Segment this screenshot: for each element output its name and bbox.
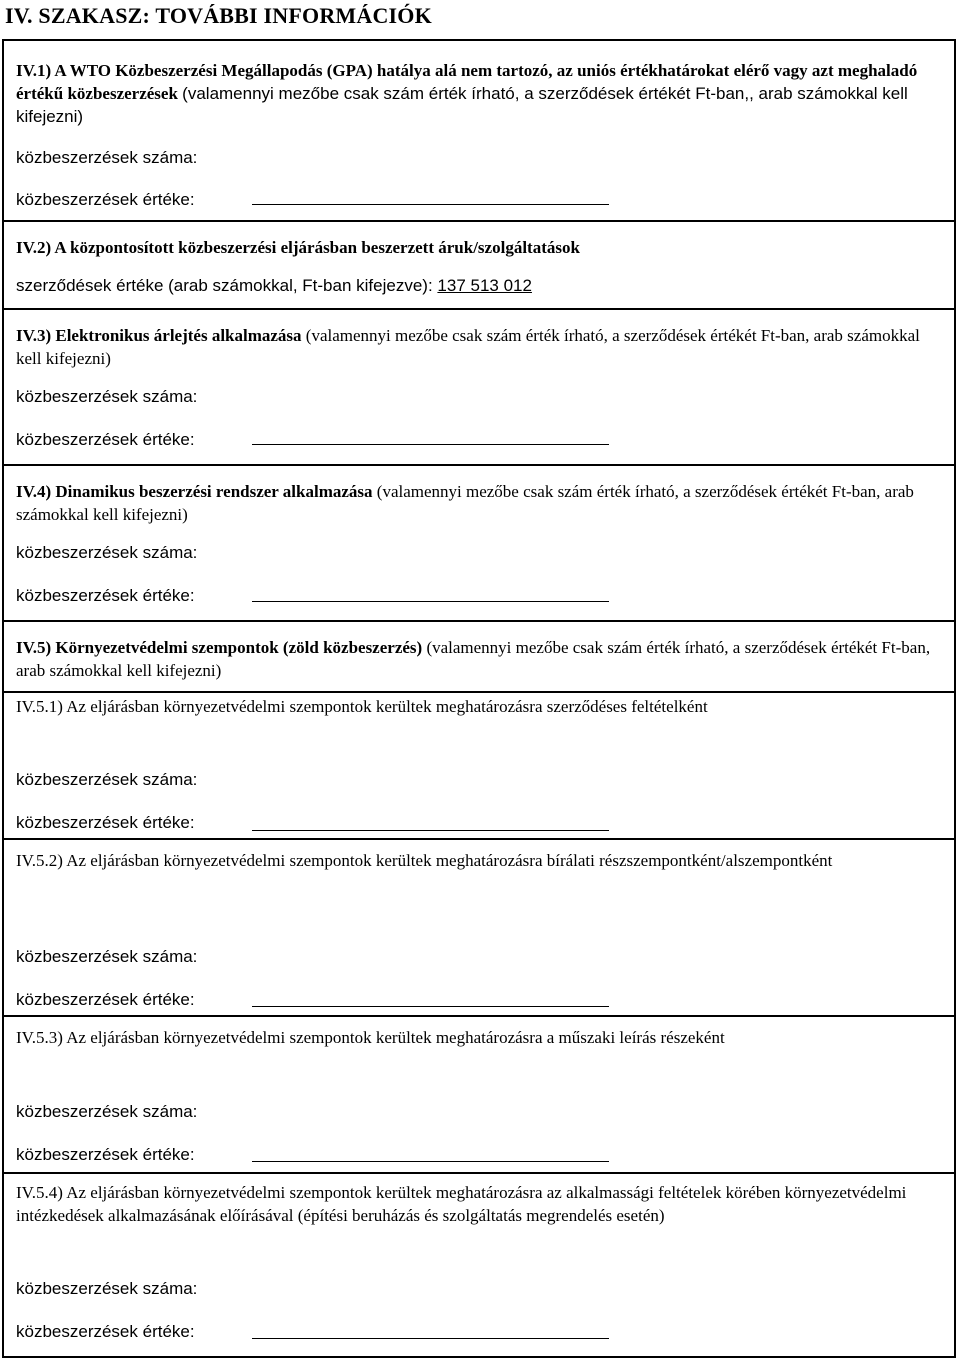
divider [2, 691, 956, 693]
value-label: közbeszerzések értéke: [16, 1322, 195, 1341]
contract-value: 137 513 012 [437, 276, 532, 295]
section-iv54-title: IV.5.4) Az eljárásban környezetvédelmi szempontok kerültek meghatározásra az alkalmassági feltételek körében környezetvédelmi intézkedések alkalmazásának előírásával (építési beruházás és szolgáltatás megrendelés esetén) [16, 1183, 907, 1225]
section-iv3-note: (valamennyi mezőbe csak szám érték írható, a szerződések értékét Ft-ban, arab számokkal kell kifejezni) [16, 326, 920, 368]
count-label: közbeszerzések száma: [16, 543, 198, 562]
section-iv5-heading [16, 636, 944, 682]
value-input-line[interactable] [252, 601, 609, 602]
value-label: közbeszerzések értéke: [16, 813, 195, 832]
value-label: közbeszerzések értéke: [16, 1145, 195, 1164]
value-label: közbeszerzések értéke: [16, 430, 195, 449]
section-iv3-heading [16, 324, 944, 370]
section-iv1-heading [16, 59, 944, 128]
count-label: közbeszerzések száma: [16, 1279, 198, 1298]
section-iv1-title: IV.1) A WTO Közbeszerzési Megállapodás (GPA) hatálya alá nem tartozó, az uniós értékhatárokat elérő vagy azt meghaladó értékű közbeszerzések [16, 61, 918, 103]
value-input-line[interactable] [252, 1161, 609, 1162]
section-title: IV. SZAKASZ: TOVÁBBI INFORMÁCIÓK [5, 3, 432, 28]
divider [2, 838, 956, 840]
value-input-line[interactable] [252, 204, 609, 205]
value-input-line[interactable] [252, 444, 609, 445]
section-iv4-heading [16, 480, 944, 526]
value-input-line[interactable] [252, 830, 609, 831]
contract-value-row [16, 275, 532, 297]
value-label: közbeszerzések értéke: [16, 586, 195, 605]
divider [2, 1172, 956, 1174]
section-iv51-title: IV.5.1) Az eljárásban környezetvédelmi szempontok kerültek meghatározásra szerződéses feltételként [16, 697, 708, 716]
divider [2, 1015, 956, 1017]
section-iv52-title: IV.5.2) Az eljárásban környezetvédelmi szempontok kerültek meghatározásra bírálati részszempontként/alszempontként [16, 851, 833, 870]
section-iv4-title: IV.4) Dinamikus beszerzési rendszer alkalmazása [16, 482, 373, 501]
count-label: közbeszerzések száma: [16, 387, 198, 406]
contract-value-label: szerződések értéke (arab számokkal, Ft-ban kifejezve): [16, 276, 433, 295]
section-iv5-title: IV.5) Környezetvédelmi szempontok (zöld közbeszerzés) [16, 638, 423, 657]
section-iv53-title: IV.5.3) Az eljárásban környezetvédelmi szempontok kerültek meghatározásra a műszaki leírás részeként [16, 1028, 725, 1047]
value-input-line[interactable] [252, 1006, 609, 1007]
section-iv4-note: (valamennyi mezőbe csak szám érték írható, a szerződések értékét Ft-ban, arab számokkal kell kifejezni) [16, 482, 914, 524]
count-label: közbeszerzések száma: [16, 1102, 198, 1121]
section-iv2-title: IV.2) A központosított közbeszerzési eljárásban beszerzett áruk/szolgáltatások [16, 238, 580, 257]
value-input-line[interactable] [252, 1338, 609, 1339]
value-label: közbeszerzések értéke: [16, 190, 195, 209]
section-iv1-note: (valamennyi mezőbe csak szám érték írható, a szerződések értékét Ft-ban,, arab számokkal kell kifejezni) [16, 84, 908, 126]
section-iv5-note: (valamennyi mezőbe csak szám érték írható, a szerződések értékét Ft-ban, arab számokkal kell kifejezni) [16, 638, 931, 680]
value-label: közbeszerzések értéke: [16, 990, 195, 1009]
count-label: közbeszerzések száma: [16, 148, 198, 167]
section-iv3-title: IV.3) Elektronikus árlejtés alkalmazása [16, 326, 302, 345]
count-label: közbeszerzések száma: [16, 770, 198, 789]
count-label: közbeszerzések száma: [16, 947, 198, 966]
